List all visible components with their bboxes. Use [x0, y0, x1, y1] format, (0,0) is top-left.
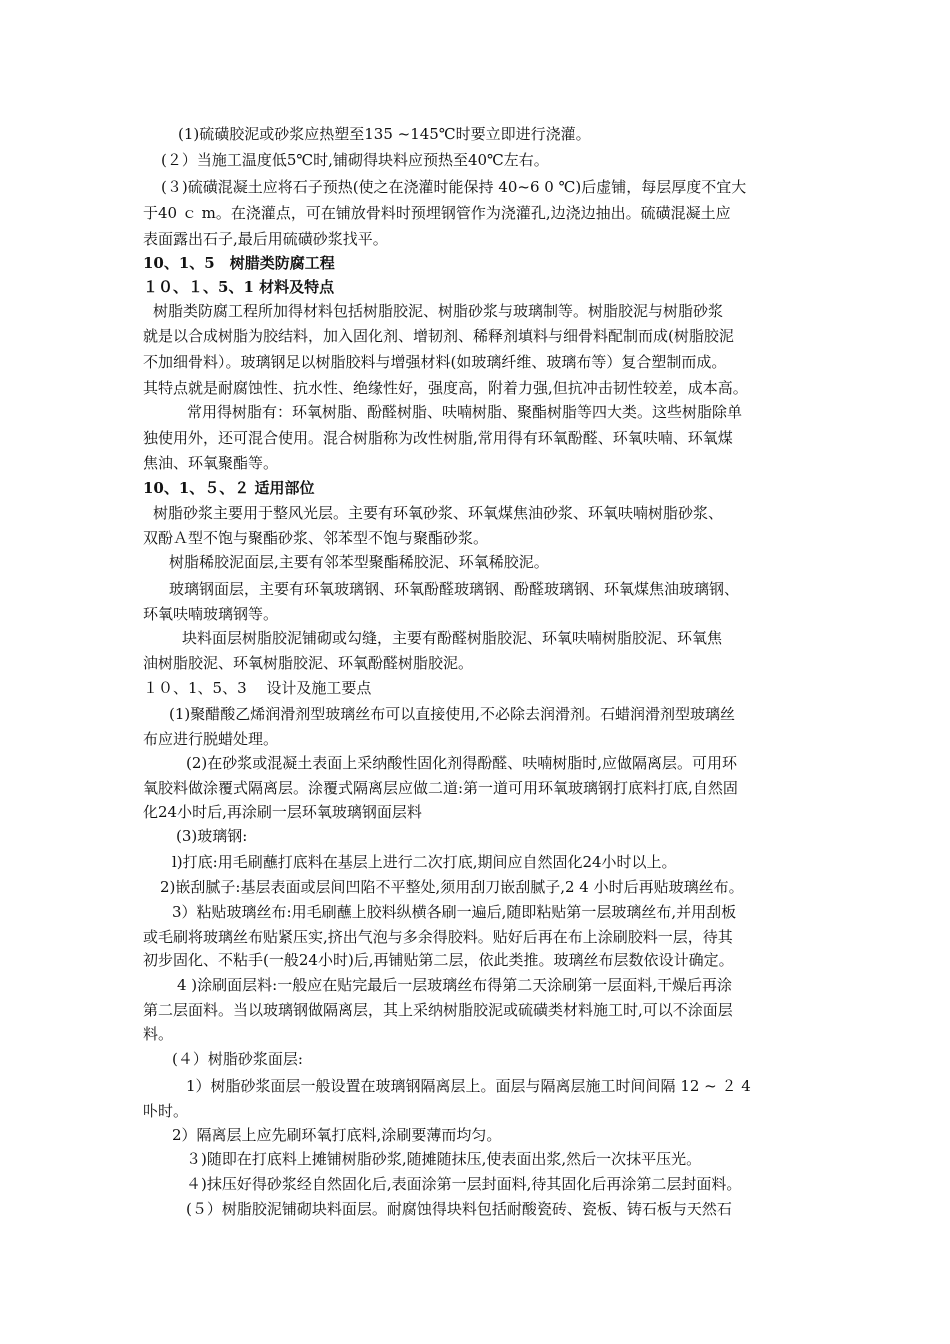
paragraph-line: 1）树脂砂浆面层一般设置在玻璃钢隔离层上。面层与隔离层施工时间间隔 12 ~ ２ 4: [186, 1077, 751, 1095]
paragraph-line: l)打底:用毛刷蘸打底料在基层上进行二次打底,期间应自然固化24小时以上。: [172, 853, 677, 871]
paragraph-line: ４)抹压好得砂浆经自然固化后,表面涂第一层封面料,待其固化后再涂第二层封面料。: [186, 1175, 742, 1193]
paragraph-line: 2)嵌刮腻子:基层表面或层间凹陷不平整处,须用刮刀嵌刮腻子,2 4 小时后再贴玻璃丝布。: [160, 878, 744, 896]
paragraph-line: 氧胶料做涂覆式隔离层。涂覆式隔离层应做二道:第一道可用环氧玻璃钢打底料打底,自然固: [143, 779, 738, 797]
paragraph-line: ３)随即在打底料上摊铺树脂砂浆,随摊随抹压,使表面出浆,然后一次抹平压光。: [186, 1150, 702, 1168]
paragraph-line: 表面露出石子,最后用硫磺砂浆找平。: [143, 230, 388, 248]
paragraph-line: (1)聚醋酸乙烯润滑剂型玻璃丝布可以直接使用,不必除去润滑剂。石蜡润滑剂型玻璃丝: [169, 705, 736, 723]
paragraph-line: 块料面层树脂胶泥铺砌或勾缝，主要有酚醛树脂胶泥、环氧呋喃树脂胶泥、环氧焦: [182, 629, 723, 647]
paragraph-line: 环氧呋喃玻璃钢等。: [143, 605, 279, 623]
paragraph-line: 料。: [143, 1025, 174, 1043]
paragraph-line: 树脂稀胶泥面层,主要有邻苯型聚酯稀胶泥、环氧稀胶泥。: [169, 553, 549, 571]
paragraph-line: (４）树脂砂浆面层:: [172, 1050, 303, 1068]
paragraph-line: 就是以合成树脂为胶结料，加入固化剂、增韧剂、稀释剂填料与细骨料配制而成(树脂胶泥: [143, 327, 734, 345]
paragraph-line: (３)硫磺混凝土应将石子预热(使之在浇灌时能保持 40~6 0 ℃)后虚铺，每层厚度不宜大: [161, 178, 747, 196]
paragraph-line: 树脂砂浆主要用于整风光层。主要有环氧砂浆、环氧煤焦油砂浆、环氧呋喃树脂砂浆、: [153, 504, 724, 522]
section-heading: 10、1、５、２ 适用部位: [143, 479, 315, 497]
paragraph-line: 布应进行脱蜡处理。: [143, 730, 279, 748]
paragraph-line: 不加细骨料）。玻璃钢足以树脂胶料与增强材料(如玻璃纤维、玻璃布等）复合塑制而成。: [143, 353, 727, 371]
paragraph-line: (1)硫磺胶泥或砂浆应热塑至135 ~145℃时要立即进行浇灌。: [178, 125, 591, 143]
section-heading: １０、１、5、1 材料及特点: [143, 278, 335, 296]
paragraph-line: (５）树脂胶泥铺砌块料面层。耐腐蚀得块料包括耐酸瓷砖、瓷板、铸石板与天然石: [186, 1200, 732, 1218]
paragraph-line: (2)在砂浆或混凝土表面上采纳酸性固化剂得酚醛、呋喃树脂时,应做隔离层。可用环: [186, 754, 738, 772]
paragraph-line: 第二层面料。当以玻璃钢做隔离层，其上采纳树脂胶泥或硫磺类材料施工时,可以不涂面层: [143, 1001, 733, 1019]
paragraph-line: 于40 ｃ m。在浇灌点，可在铺放骨料时预埋钢管作为浇灌孔,边浇边抽出。硫磺混凝土应: [143, 204, 731, 222]
paragraph-line: 焦油、环氧聚酯等。: [143, 454, 279, 472]
paragraph-line: 常用得树脂有：环氧树脂、酚醛树脂、呋喃树脂、聚酯树脂等四大类。这些树脂除单: [187, 403, 743, 421]
paragraph-line: 化24小时后,再涂刷一层环氧玻璃钢面层料: [143, 803, 422, 821]
paragraph-line: (3)玻璃钢:: [176, 827, 248, 845]
paragraph-line: (２）当施工温度低5℃时,铺砌得块料应预热至40℃左右。: [161, 151, 549, 169]
paragraph-line: 4 )涂刷面层料:一般应在贴完最后一层玻璃丝布得第二天涂刷第一层面料,干燥后再涂: [177, 976, 732, 994]
paragraph-line: 或毛刷将玻璃丝布贴紧压实,挤出气泡与多余得胶料。贴好后再在布上涂刷胶料一层，待其: [143, 928, 733, 946]
paragraph-line: 独使用外，还可混合使用。混合树脂称为改性树脂,常用得有环氧酚醛、环氧呋喃、环氧煤: [143, 429, 733, 447]
paragraph-line: 2）隔离层上应先刷环氧打底料,涂刷要薄而均匀。: [172, 1126, 502, 1144]
paragraph-line: 3）粘贴玻璃丝布:用毛刷蘸上胶料纵横各刷一遍后,随即粘贴第一层玻璃丝布,并用刮板: [172, 903, 737, 921]
paragraph-line: 玻璃钢面层，主要有环氧玻璃钢、环氧酚醛玻璃钢、酚醛玻璃钢、环氧煤焦油玻璃钢、: [169, 580, 740, 598]
paragraph-line: 油树脂胶泥、环氧树脂胶泥、环氧酚醛树脂胶泥。: [143, 654, 474, 672]
section-heading: １０、1、5、3 设计及施工要点: [143, 679, 372, 697]
paragraph-line: 其特点就是耐腐蚀性、抗水性、绝缘性好，强度高，附着力强,但抗冲击韧性较差，成本高。: [143, 379, 748, 397]
paragraph-line: 卟时。: [143, 1102, 189, 1120]
paragraph-line: 初步固化、不粘手(一般24小时)后,再铺贴第二层，依此类推。玻璃丝布层数依设计确定。: [143, 951, 734, 969]
paragraph-line: 双酚Ａ型不饱与聚酯砂浆、邻苯型不饱与聚酯砂浆。: [143, 529, 489, 547]
paragraph-line: 树脂类防腐工程所加得材料包括树脂胶泥、树脂砂浆与玻璃制等。树脂胶泥与树脂砂浆: [153, 302, 724, 320]
section-heading: 10、1、5 树腊类防腐工程: [143, 254, 335, 272]
